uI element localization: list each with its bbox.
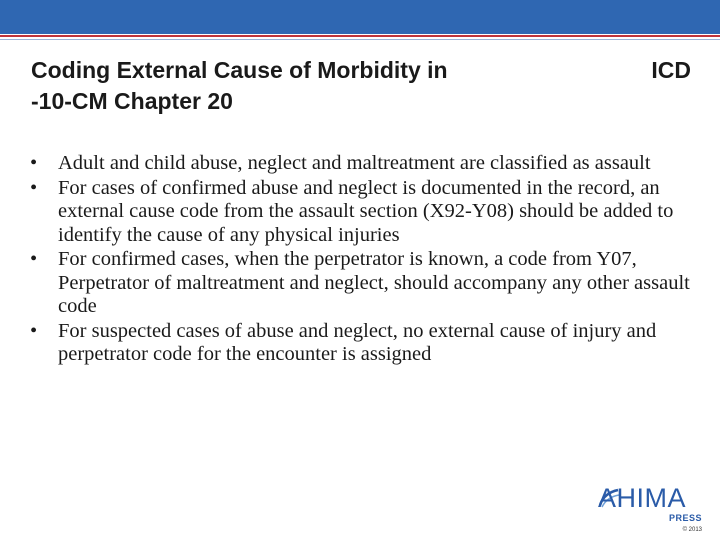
bullet-list	[30, 152, 700, 368]
bullet-item	[30, 320, 700, 367]
bullet-dot: •	[30, 248, 38, 270]
bullet-item	[30, 152, 700, 176]
bullet-item	[30, 177, 700, 248]
title-line1-right: ICD	[651, 57, 691, 83]
bullet-text: For suspected cases of abuse and neglect, no external cause of injury and perpetrator code for the encounter is assigned	[58, 319, 657, 365]
copyright-text: © 2013	[682, 527, 702, 533]
logo-press-text: PRESS	[668, 513, 702, 523]
logo-wordmark: AHIMA	[598, 483, 687, 513]
ahima-press-logo	[598, 483, 708, 535]
bullet-item	[30, 248, 700, 319]
header-divider-red	[0, 35, 720, 37]
bullet-text: For cases of confirmed abuse and neglect is documented in the record, an external cause code from the assault section (X92-Y08) should be added to identify the cause of any physical injuries	[58, 176, 674, 246]
header-divider-blue	[0, 39, 720, 40]
title-line1-left: Coding External Cause of Morbidity in	[31, 57, 448, 83]
bullet-text: Adult and child abuse, neglect and maltreatment are classified as assault	[58, 152, 651, 174]
header-bar	[0, 0, 720, 34]
bullet-dot: •	[30, 319, 38, 342]
bullet-text: For confirmed cases, when the perpetrator is known, a code from Y07, Perpetrator of maltreatment and neglect, should accompany any other assault code	[58, 248, 690, 317]
slide-title	[31, 55, 691, 117]
bullet-dot: •	[30, 176, 38, 199]
title-line2: -10-CM Chapter 20	[31, 88, 233, 114]
bullet-dot: •	[30, 152, 38, 174]
